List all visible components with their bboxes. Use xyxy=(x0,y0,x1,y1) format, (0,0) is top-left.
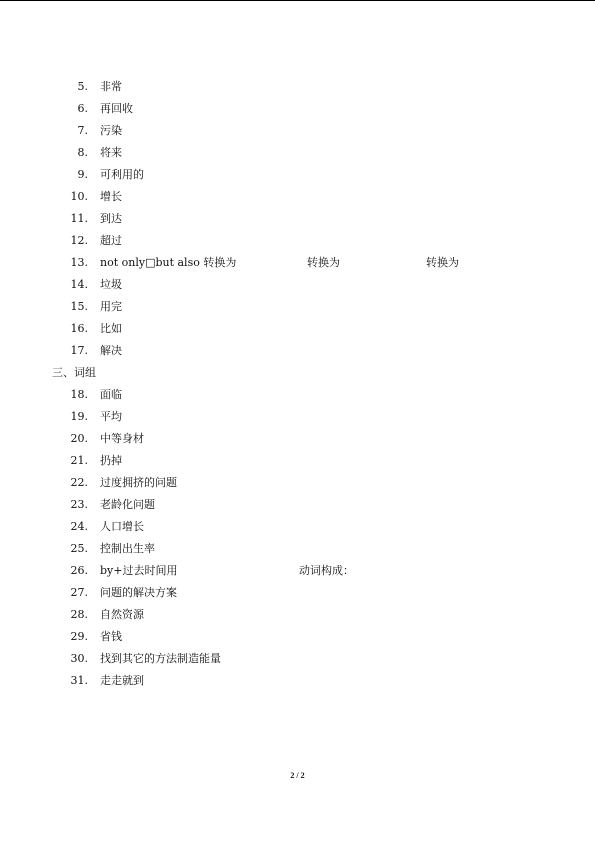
item-number: 16. xyxy=(70,322,88,335)
item-text: 找到其它的方法制造能量 xyxy=(100,652,221,665)
top-rule xyxy=(0,0,595,1)
item-text: 可利用的 xyxy=(100,168,144,181)
item-text: 扔掉 xyxy=(100,454,122,467)
item-text: 污染 xyxy=(100,124,122,137)
item-text: 面临 xyxy=(100,388,122,401)
item-number: 23. xyxy=(70,498,88,511)
item-text: 超过 xyxy=(100,234,122,247)
item-number: 8. xyxy=(77,146,88,159)
item-number: 30. xyxy=(70,652,88,665)
item-text: 平均 xyxy=(100,410,122,423)
item-number: 11. xyxy=(70,212,88,225)
item-number: 27. xyxy=(70,586,88,599)
item-text: 到达 xyxy=(100,212,122,225)
item-text: 中等身材 xyxy=(100,432,144,445)
item-number: 15. xyxy=(70,300,88,313)
item-text: 自然资源 xyxy=(100,608,144,621)
item-text: 将来 xyxy=(100,146,122,159)
item-number: 17. xyxy=(70,344,88,357)
section-title: 三、词组 xyxy=(52,366,96,379)
item-number: 18. xyxy=(70,388,88,401)
item-number: 20. xyxy=(70,432,88,445)
item-text: by+过去时间用 xyxy=(100,564,178,577)
item-number: 5. xyxy=(77,80,88,93)
item-number: 26. xyxy=(70,564,88,577)
item-text: 垃圾 xyxy=(100,278,122,291)
item-number: 24. xyxy=(70,520,88,533)
item-text: not only□but also 转换为 xyxy=(100,256,237,269)
item-number: 28. xyxy=(70,608,88,621)
item-extra-text: 转换为 xyxy=(307,256,340,269)
item-text: 老龄化问题 xyxy=(100,498,155,511)
item-text: 增长 xyxy=(100,190,122,203)
item-number: 9. xyxy=(77,168,88,181)
item-number: 31. xyxy=(70,674,88,687)
item-text: 解决 xyxy=(100,344,122,357)
item-number: 13. xyxy=(70,256,88,269)
item-number: 21. xyxy=(70,454,88,467)
item-number: 29. xyxy=(70,630,88,643)
item-text: 控制出生率 xyxy=(100,542,155,555)
item-text: 走走就到 xyxy=(100,674,144,687)
item-text: 过度拥挤的问题 xyxy=(100,476,177,489)
item-text: 问题的解决方案 xyxy=(100,586,177,599)
item-number: 10. xyxy=(70,190,88,203)
item-text: 用完 xyxy=(100,300,122,313)
item-number: 14. xyxy=(70,278,88,291)
item-number: 22. xyxy=(70,476,88,489)
item-text: 再回收 xyxy=(100,102,133,115)
item-text: 非常 xyxy=(100,80,122,93)
item-number: 12. xyxy=(70,234,88,247)
item-text: 人口增长 xyxy=(100,520,144,533)
item-extra-text: 转换为 xyxy=(426,256,459,269)
page-number: 2 / 2 xyxy=(290,771,305,780)
item-extra-text: 动词构成： xyxy=(299,564,354,577)
item-number: 7. xyxy=(77,124,88,137)
item-text: 比如 xyxy=(100,322,122,335)
item-number: 19. xyxy=(70,410,88,423)
item-text: 省钱 xyxy=(100,630,122,643)
item-number: 6. xyxy=(77,102,88,115)
item-number: 25. xyxy=(70,542,88,555)
